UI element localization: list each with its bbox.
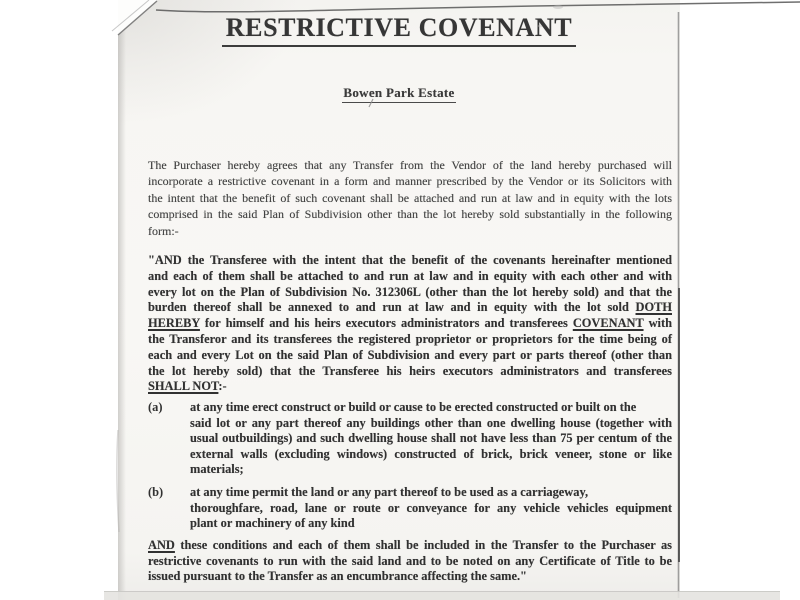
text-line: and each of them shall be attached to and run at law and in equity with each other and with [148,268,672,283]
text-line: every lot on the Plan of Subdivision No. 312306L (other than the lot hereby sold) and that the [148,284,672,299]
closing-paragraph [148,538,672,585]
text-line: usual outbuildings) and such dwelling house shall not have less than 75 per centum of the [190,431,672,446]
text-line: at any time permit the land or any part thereof to be used as a carriageway, [190,485,589,499]
text-line: the Transferor and its transferees the registered proprietor or proprietors for the time being of [148,331,672,346]
text-line: at any time erect construct or build or cause to be erected constructed or built on the [190,400,637,414]
text-line: SHALL NOT:- [148,379,227,394]
text-line: incorporate a restrictive covenant in a form and manner prescribed by the Vendor or its Solicitors with [148,174,672,189]
text-line: AND these conditions and each of them shall be included in the Transfer to the Purchaser as [148,538,672,552]
text-line: thoroughfare, road, lane or route or conveyance for any vehicle vehicles equipment [190,500,672,515]
text-line: issued pursuant to the Transfer as an encumbrance affecting the same." [148,569,527,584]
clause-b-label: (b) [148,485,164,499]
estate-subtitle: Bowen Park Estate [342,85,455,103]
text-line: HEREBY for himself and his heirs executors administrators and transferees COVENANT with [148,316,672,331]
text-line: plant or machinery of any kind [190,516,355,531]
covenant-paragraph [148,253,672,395]
text-line: each and every Lot on the said Plan of Subdivision and every part or parts thereof (other than [148,347,672,362]
text-line: form:- [148,223,179,238]
clause-b-text [190,485,672,532]
subtitle-row [118,84,680,103]
clause-a-text [190,400,672,478]
text-line: the intent that the benefit of such covenant shall be attached and run at law and in equity with the lots [148,190,672,205]
text-line: external walls (excluding windows) constructed of brick, brick veneer, stone or like [190,446,672,461]
text-line: "AND the Transferee with the intent that the benefit of the covenants hereinafter mentioned [148,253,672,267]
clause-a [148,400,672,478]
clause-a-label: (a) [148,400,163,414]
document-page [118,0,680,600]
text-line: comprised in the said Plan of Subdivision other than the lot hereby sold substantially in the following [148,207,672,222]
intro-paragraph [148,157,672,239]
text-line: The Purchaser hereby agrees that any Transfer from the Vendor of the land hereby purchased will [148,158,672,172]
text-line: said lot or any part thereof any buildings other than one dwelling house (together with [190,415,672,430]
title-row [118,13,680,47]
clause-b [148,485,672,532]
text-line: burden thereof shall be annexed to and run at law and in equity with the lot sold DOTH [148,300,672,315]
text-line: the lot hereby sold) that the Transferee his heirs executors administrators and transferees [148,363,672,378]
text-line: materials; [190,462,244,477]
document-title: RESTRICTIVE COVENANT [222,13,576,47]
text-line: restrictive covenants to run with the said land and to be noted on any Certificate of Title to be [148,553,672,568]
